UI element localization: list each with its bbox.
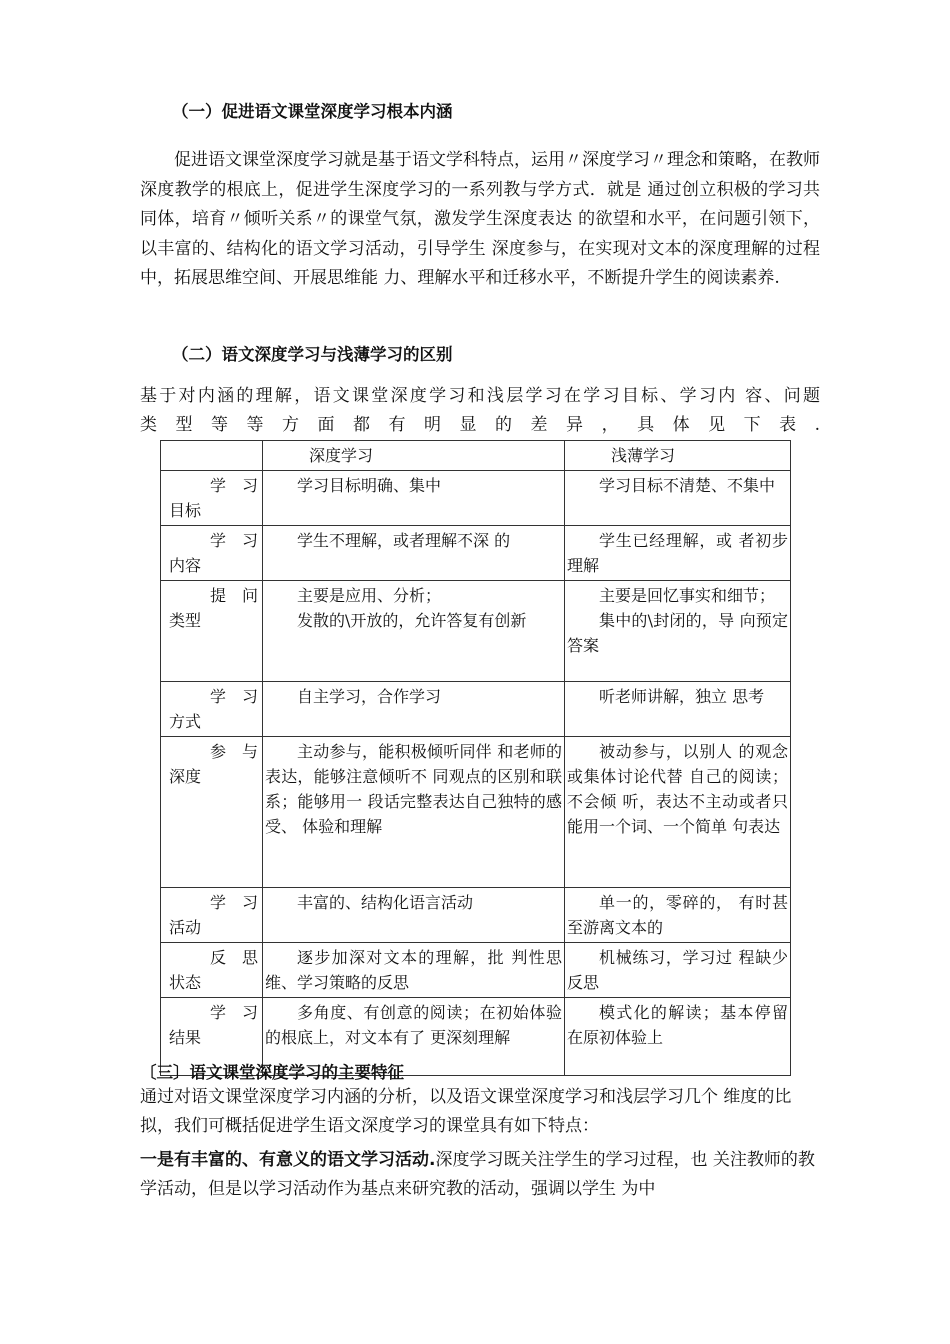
section2-intro-line2: 类 型 等 等 方 面 都 有 明 显 的 差 异 ， 具 体 见 下 表 .	[140, 415, 820, 435]
shallow-cell: 机械练习，学习过 程缺少反思	[565, 943, 791, 998]
shallow-cell: 学习目标不清楚、不集中	[565, 471, 791, 526]
table-row	[161, 737, 791, 888]
section3-paragraph: 通过对语文课堂深度学习内涵的分析，以及语文课堂深度学习和浅层学习几个 维度的比拟，我们可概括促进学生语文深度学习的课堂具有如下特点：	[140, 1087, 792, 1136]
shallow-cell: 主要是回忆事实和细节； 集中的\封闭的，导 向预定答案	[565, 581, 791, 682]
deep-cell: 丰富的、结构化语言活动	[263, 888, 565, 943]
row-label: 提 问 类型	[161, 581, 263, 682]
table-header-empty	[161, 441, 263, 471]
deep-cell: 自主学习，合作学习	[263, 682, 565, 737]
shallow-cell: 单一的，零碎的， 有时甚至游离文本的	[565, 888, 791, 943]
table-row	[161, 888, 791, 943]
point1-bold: 一是有丰富的、有意义的语文学习活动.	[140, 1150, 436, 1170]
table-row	[161, 526, 791, 581]
row-label: 参 与 深度	[161, 737, 263, 888]
comparison-table	[160, 440, 791, 1076]
section3-point1	[140, 1146, 820, 1203]
row-label: 学 习 结果	[161, 998, 263, 1076]
table-row	[161, 581, 791, 682]
section2-intro	[140, 382, 820, 440]
deep-cell: 学习目标明确、集中	[263, 471, 565, 526]
shallow-cell: 学生已经理解，或 者初步理解	[565, 526, 791, 581]
table-row	[161, 682, 791, 737]
section1-heading: （一）促进语文课堂深度学习根本内涵	[172, 102, 453, 121]
section1-paragraph: 促进语文课堂深度学习就是基于语文学科特点，运用〃深度学习〃理念和策略，在教师深度教学的根底上，促进学生深度学习的一系列教与学方式．就是 通过创立积极的学习共同体，培育〃倾听关系〃的课堂气氛，激发学生深度表达 的欲望和水平，在问题引领下，以丰富的、结构化的语文学习活动，引导学生 深度参与，在实现对文本的深度理解的过程中，拓展思维空间、开展思维能 力、理解水平和迁移水平，不断提升学生的阅读素养.	[140, 150, 820, 288]
row-label: 学 习 内容	[161, 526, 263, 581]
deep-cell: 主要是应用、分析； 发散的\开放的，允许答复有创新	[263, 581, 565, 682]
row-label: 学 习 方式	[161, 682, 263, 737]
deep-cell: 逐步加深对文本的理解，批 判性思维、学习策略的反思	[263, 943, 565, 998]
shallow-cell: 被动参与，以别人 的观念或集体讨论代替 自己的阅读；不会倾 听，表达不主动或者只 能用一个词、一个简单 句表达	[565, 737, 791, 888]
deep-cell: 多角度、有创意的阅读；在初始体验的根底上，对文本有了 更深刻理解	[263, 998, 565, 1076]
table-header-row	[161, 441, 791, 471]
shallow-cell: 听老师讲解，独立 思考	[565, 682, 791, 737]
row-label: 学 习 活动	[161, 888, 263, 943]
section2-heading: （二）语文深度学习与浅薄学习的区别	[172, 345, 453, 364]
shallow-cell: 模式化的解读；基本停留在原初体验上	[565, 998, 791, 1076]
deep-cell: 学生不理解，或者理解不深 的	[263, 526, 565, 581]
table-header-shallow: 浅薄学习	[565, 441, 791, 471]
table-row	[161, 471, 791, 526]
point1-text: 深度学习既关注学生的学习过程，也 关注教师的教学活动，但是以学习活动作为基点来研究教的活动，强调以学生 为中	[140, 1150, 815, 1199]
deep-cell: 主动参与，能积极倾听同伴 和老师的表达，能够注意倾听不 同观点的区别和联系；能够用一 段话完整表达自己独特的感受、 体验和理解	[263, 737, 565, 888]
section2-intro-line1: 基于对内涵的理解，语文课堂深度学习和浅层学习在学习目标、学习内 容、问题	[140, 386, 820, 406]
table-row	[161, 943, 791, 998]
row-label: 反 思 状态	[161, 943, 263, 998]
section3-heading: 〔三〕语文课堂深度学习的主要特征	[140, 1063, 404, 1082]
row-label: 学 习 目标	[161, 471, 263, 526]
table-header-deep: 深度学习	[263, 441, 565, 471]
